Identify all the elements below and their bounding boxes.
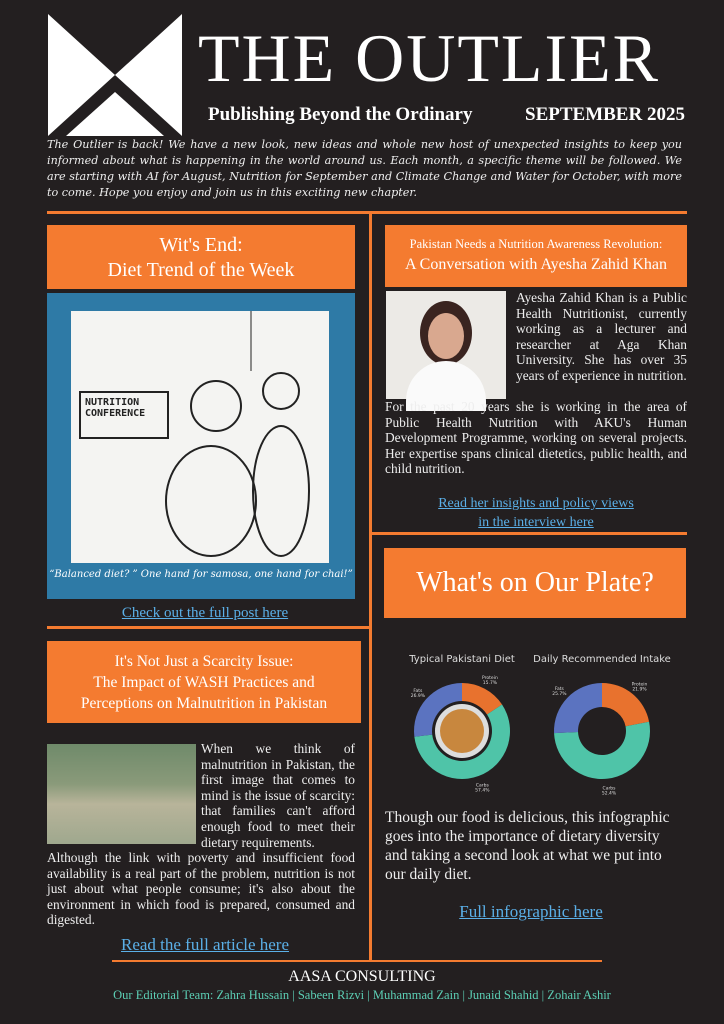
- slice-label: Protein 15.7%: [482, 676, 498, 687]
- divider: [47, 211, 687, 214]
- section-title: Pakistan Needs a Nutrition Awareness Revolution:: [409, 237, 663, 251]
- plate-link[interactable]: Full infographic here: [459, 902, 603, 921]
- section-title: The Impact of WASH Practices and: [93, 674, 315, 691]
- chart-typical-diet: [392, 648, 532, 794]
- link-line[interactable]: Read her insights and policy views: [438, 496, 634, 511]
- wash-photo: [47, 744, 196, 844]
- wash-paragraph: When we think of malnutrition in Pakistan, the first image that comes to mind is the issue of scarcity: that families can't afford enough food to meet their dietary requirements.: [201, 741, 355, 850]
- wash-header: [47, 641, 361, 723]
- wash-paragraph-continued: Although the link with poverty and insufficient food availability is a real part of the problem, nutrition is not just about what people consume; it's also about the environment in which food is prepared, consumed and digested.: [47, 850, 355, 928]
- wash-link[interactable]: Read the full article here: [120, 935, 290, 954]
- section-title: Wit's End:: [159, 234, 243, 256]
- interview-link[interactable]: [385, 494, 687, 532]
- cartoon-caption: “Balanced diet? ” One hand for samosa, one hand for chai!”: [49, 569, 353, 580]
- footer-company: AASA CONSULTING: [288, 968, 436, 985]
- divider: [369, 211, 372, 961]
- slice-label: Carbs 52.4%: [601, 786, 617, 797]
- plate-body: Though our food is delicious, this infographic goes into the importance of dietary diversity and taking a second look at what we put into our daily diet.: [385, 809, 670, 883]
- slice-label: Protein 21.9%: [631, 682, 648, 693]
- plate-header: What's on Our Plate?: [384, 548, 686, 618]
- divider: [47, 626, 369, 629]
- biryani-food: [440, 709, 484, 753]
- slice-label: Fats 26.9%: [410, 688, 426, 699]
- divider: [369, 532, 687, 535]
- tagline: Publishing Beyond the Ordinary: [208, 104, 473, 125]
- footer-team: Our Editorial Team: Zahra Hussain | Sabeen Rizvi | Muhammad Zain | Junaid Shahid | Zohair Ashir: [113, 988, 611, 1002]
- masthead-title: THE OUTLIER: [198, 20, 661, 96]
- section-title: It's Not Just a Scarcity Issue:: [114, 653, 294, 670]
- cartoon-sign: NUTRITION CONFERENCE: [79, 391, 169, 439]
- cartoon-image: [71, 311, 329, 563]
- interview-header: [385, 225, 687, 287]
- footer-divider: [112, 960, 602, 962]
- section-title: Perceptions on Malnutrition in Pakistan: [80, 695, 328, 712]
- interview-bio: Ayesha Zahid Khan is a Public Health Nutritionist, currently working as a lecturer and researcher at Aga Khan University. She has over 35 years of experience in nutrition.: [516, 290, 687, 383]
- ayesha-photo: [386, 291, 506, 399]
- wits-end-link[interactable]: Check out the full post here: [121, 605, 289, 621]
- interview-bio-continued: For the past 20 years she is working in the area of Public Health Nutrition with AKU's Human Development Programme, working on several projects. Her expertise spans clinical dietetics, public health, and child nutrition.: [385, 399, 687, 477]
- outlier-logo: [48, 14, 182, 136]
- slice-label: Fats 25.7%: [552, 687, 567, 698]
- cartoon-panel: [47, 293, 355, 599]
- intro-text: The Outlier is back! We have a new look, new ideas and whole new host of unexpected insights to keep you informed about what is happening in the world around us. Each month, a specific theme will be followed. We are starting with AI for August, Nutrition for September and Climate Change and Water for October, with more to come. Hope you enjoy and join us in this exciting new chapter.: [47, 138, 682, 199]
- chart-title: Typical Pakistani Diet: [409, 654, 515, 665]
- section-subtitle: A Conversation with Ayesha Zahid Khan: [404, 256, 668, 273]
- issue-date: SEPTEMBER 2025: [525, 104, 685, 125]
- chart-recommended-intake: [532, 648, 672, 797]
- chart-title: Daily Recommended Intake: [533, 654, 671, 665]
- wits-end-header: [47, 225, 355, 289]
- slice-label: Carbs 57.4%: [475, 783, 490, 794]
- link-line[interactable]: in the interview here: [478, 515, 594, 530]
- section-subtitle: Diet Trend of the Week: [107, 259, 295, 281]
